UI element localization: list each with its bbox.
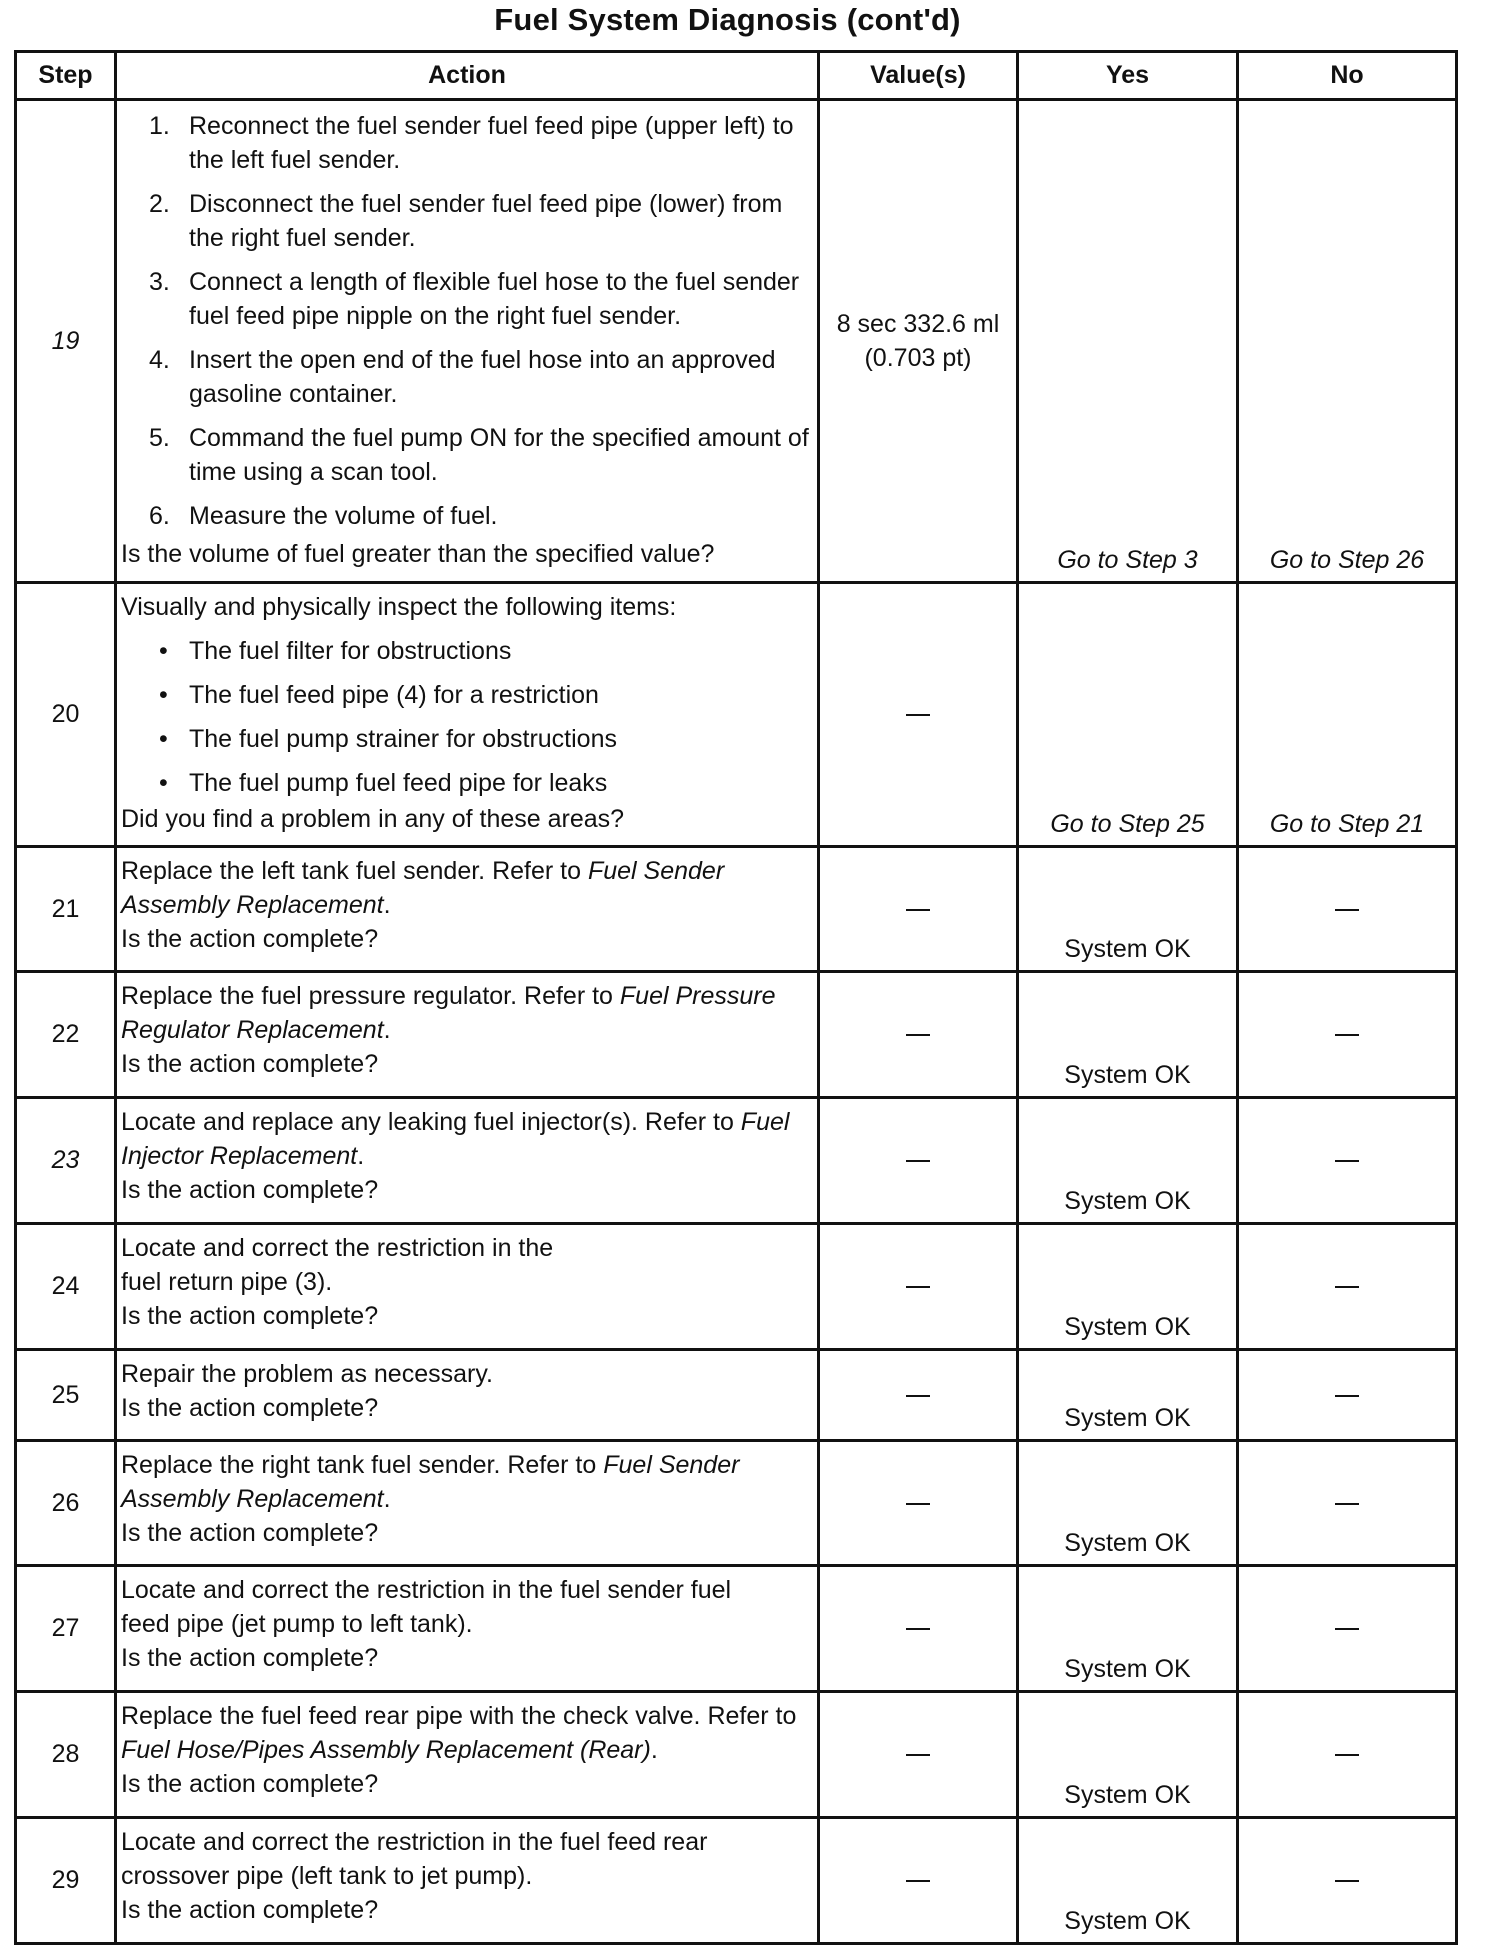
reference-link: Fuel Hose/Pipes Assembly Replacement (Rear) <box>121 1736 651 1764</box>
table-row <box>16 583 1457 847</box>
question-text: Is the action complete? <box>121 1644 379 1672</box>
value-line: 8 sec 332.6 ml <box>836 310 1000 338</box>
yes-cell: System OK <box>1018 1692 1238 1818</box>
no-cell <box>1238 1692 1457 1818</box>
table-row <box>16 1818 1457 1944</box>
action-cell <box>116 972 819 1098</box>
list-text: The fuel feed pipe (4) for a restriction <box>189 681 599 709</box>
header-yes: Yes <box>1018 52 1238 100</box>
yes-cell: System OK <box>1018 1224 1238 1350</box>
no-cell: Go to Step 21 <box>1238 583 1457 847</box>
dash-mark <box>906 1160 930 1162</box>
step-number: 25 <box>16 1350 116 1441</box>
value-cell <box>819 100 1018 583</box>
action-cell <box>116 1350 819 1441</box>
action-cell <box>116 1441 819 1566</box>
list-item <box>121 722 811 756</box>
dash-mark <box>906 1503 930 1505</box>
question-text: Is the action complete? <box>121 925 379 953</box>
dash-mark <box>1335 1880 1359 1882</box>
step-number: 19 <box>16 100 116 583</box>
action-text-end: . <box>383 1485 391 1513</box>
list-number: 6. <box>149 502 170 530</box>
value-cell <box>819 1098 1018 1224</box>
no-cell <box>1238 1098 1457 1224</box>
question-text: Is the action complete? <box>121 1519 379 1547</box>
step-number: 22 <box>16 972 116 1098</box>
list-number: 5. <box>149 424 170 452</box>
dash-mark <box>906 1034 930 1036</box>
list-item <box>121 678 811 712</box>
value-cell <box>819 1692 1018 1818</box>
reference-link: Fuel Sender Assembly Replacement <box>121 1451 740 1513</box>
dash-mark <box>906 1286 930 1288</box>
list-number: 3. <box>149 268 170 296</box>
step-number: 21 <box>16 847 116 972</box>
step-number: 28 <box>16 1692 116 1818</box>
list-text: Disconnect the fuel sender fuel feed pipe (lower) from the right fuel sender. <box>189 190 783 252</box>
header-action: Action <box>116 52 819 100</box>
yes-cell: Go to Step 3 <box>1018 100 1238 583</box>
table-row <box>16 1566 1457 1692</box>
table-row <box>16 1441 1457 1566</box>
yes-cell: System OK <box>1018 1441 1238 1566</box>
step-number: 27 <box>16 1566 116 1692</box>
action-text <box>121 1105 811 1173</box>
list-item <box>121 265 811 333</box>
dash-mark <box>1335 1628 1359 1630</box>
table-row <box>16 847 1457 972</box>
action-cell <box>116 1818 819 1944</box>
dash-mark <box>906 1880 930 1882</box>
question-text: Is the action complete? <box>121 1176 379 1204</box>
step-number: 24 <box>16 1224 116 1350</box>
yes-cell: System OK <box>1018 972 1238 1098</box>
no-cell <box>1238 1441 1457 1566</box>
dash-mark <box>1335 1286 1359 1288</box>
dash-mark <box>1335 1754 1359 1756</box>
action-text-main: Locate and replace any leaking fuel injector(s). Refer to <box>121 1108 741 1136</box>
value-line: (0.703 pt) <box>864 344 972 372</box>
action-text <box>121 1448 811 1516</box>
action-cell <box>116 1692 819 1818</box>
bullet-icon: • <box>159 681 168 709</box>
value-cell <box>819 1441 1018 1566</box>
value-cell <box>819 1566 1018 1692</box>
dash-mark <box>1335 1503 1359 1505</box>
dash-mark <box>1335 1160 1359 1162</box>
action-text: Locate and correct the restriction in the fuel sender fuel feed pipe (jet pump to left tank). <box>121 1576 732 1638</box>
no-cell <box>1238 1566 1457 1692</box>
bullet-icon: • <box>159 725 168 753</box>
action-text-main: Replace the fuel pressure regulator. Refer to <box>121 982 620 1010</box>
no-cell <box>1238 972 1457 1098</box>
dash-mark <box>906 909 930 911</box>
table-row <box>16 1692 1457 1818</box>
reference-link: Fuel Pressure Regulator Replacement <box>121 982 776 1044</box>
list-item <box>121 343 811 411</box>
dash-mark <box>1335 909 1359 911</box>
page-title: Fuel System Diagnosis (cont'd) <box>494 2 961 37</box>
list-text: The fuel pump strainer for obstructions <box>189 725 617 753</box>
table-row <box>16 1350 1457 1441</box>
list-text: Command the fuel pump ON for the specified amount of time using a scan tool. <box>189 424 809 486</box>
action-text: Locate and correct the restriction in the fuel return pipe (3). <box>121 1234 554 1296</box>
no-cell: Go to Step 26 <box>1238 100 1457 583</box>
question-text: Is the action complete? <box>121 1896 379 1924</box>
value-cell <box>819 1224 1018 1350</box>
question-text: Is the volume of fuel greater than the specified value? <box>121 540 715 568</box>
yes-cell: System OK <box>1018 1098 1238 1224</box>
dash-mark <box>906 1754 930 1756</box>
list-item <box>121 499 811 533</box>
value-cell <box>819 1350 1018 1441</box>
yes-cell: System OK <box>1018 847 1238 972</box>
diagnosis-table <box>14 50 1458 1945</box>
question-text: Is the action complete? <box>121 1770 379 1798</box>
reference-link: Fuel Sender Assembly Replacement <box>121 857 725 919</box>
list-text: Insert the open end of the fuel hose into an approved gasoline container. <box>189 346 776 408</box>
value-cell <box>819 583 1018 847</box>
action-text <box>121 1699 811 1767</box>
yes-cell: System OK <box>1018 1566 1238 1692</box>
action-steps-list <box>121 109 811 533</box>
list-item <box>121 634 811 668</box>
table-row <box>16 1224 1457 1350</box>
list-text: Reconnect the fuel sender fuel feed pipe (upper left) to the left fuel sender. <box>189 112 794 174</box>
dash-mark <box>1335 1395 1359 1397</box>
action-cell <box>116 1224 819 1350</box>
value-cell <box>819 847 1018 972</box>
action-cell <box>116 100 819 583</box>
action-text: Repair the problem as necessary. <box>121 1360 493 1388</box>
list-text: Connect a length of flexible fuel hose to the fuel sender fuel feed pipe nipple on the right fuel sender. <box>189 268 800 330</box>
step-number: 29 <box>16 1818 116 1944</box>
list-item <box>121 187 811 255</box>
action-text-end: . <box>383 1016 391 1044</box>
inspection-list <box>121 634 811 800</box>
table-header-row <box>16 52 1457 100</box>
bullet-icon: • <box>159 769 168 797</box>
list-text: The fuel filter for obstructions <box>189 637 512 665</box>
dash-mark <box>906 714 930 716</box>
action-text <box>121 854 811 922</box>
table-row <box>16 100 1457 583</box>
action-text-main: Replace the left tank fuel sender. Refer to <box>121 857 588 885</box>
action-text-end: . <box>650 1736 658 1764</box>
step-number: 26 <box>16 1441 116 1566</box>
action-text-main: Replace the fuel feed rear pipe with the check valve. Refer to <box>121 1702 797 1730</box>
no-cell <box>1238 847 1457 972</box>
action-text-end: . <box>357 1142 365 1170</box>
action-cell <box>116 1098 819 1224</box>
list-text: The fuel pump fuel feed pipe for leaks <box>189 769 608 797</box>
question-text: Did you find a problem in any of these areas? <box>121 805 625 833</box>
action-cell <box>116 847 819 972</box>
list-item <box>121 766 811 800</box>
question-text: Is the action complete? <box>121 1394 379 1422</box>
action-text-end: . <box>383 891 391 919</box>
dash-mark <box>906 1628 930 1630</box>
reference-link: Fuel Injector Replacement <box>121 1108 790 1170</box>
header-values: Value(s) <box>819 52 1018 100</box>
action-cell <box>116 1566 819 1692</box>
dash-mark <box>1335 1034 1359 1036</box>
no-cell <box>1238 1818 1457 1944</box>
action-text-main: Replace the right tank fuel sender. Refer to <box>121 1451 604 1479</box>
list-text: Measure the volume of fuel. <box>189 502 498 530</box>
list-number: 1. <box>149 112 170 140</box>
question-text: Is the action complete? <box>121 1050 379 1078</box>
question-text: Is the action complete? <box>121 1302 379 1330</box>
yes-cell: System OK <box>1018 1350 1238 1441</box>
list-number: 2. <box>149 190 170 218</box>
header-step: Step <box>16 52 116 100</box>
header-no: No <box>1238 52 1457 100</box>
yes-cell: Go to Step 25 <box>1018 583 1238 847</box>
action-cell <box>116 583 819 847</box>
value-cell <box>819 1818 1018 1944</box>
list-item <box>121 421 811 489</box>
value-cell <box>819 972 1018 1098</box>
action-text <box>121 979 811 1047</box>
list-item <box>121 109 811 177</box>
list-number: 4. <box>149 346 170 374</box>
bullet-icon: • <box>159 637 168 665</box>
action-text: Locate and correct the restriction in the fuel feed rear crossover pipe (left tank to jet pump). <box>121 1828 708 1890</box>
table-row <box>16 1098 1457 1224</box>
no-cell <box>1238 1224 1457 1350</box>
dash-mark <box>906 1395 930 1397</box>
step-number: 23 <box>16 1098 116 1224</box>
yes-cell: System OK <box>1018 1818 1238 1944</box>
action-intro: Visually and physically inspect the following items: <box>121 593 677 621</box>
table-row <box>16 972 1457 1098</box>
step-number: 20 <box>16 583 116 847</box>
no-cell <box>1238 1350 1457 1441</box>
